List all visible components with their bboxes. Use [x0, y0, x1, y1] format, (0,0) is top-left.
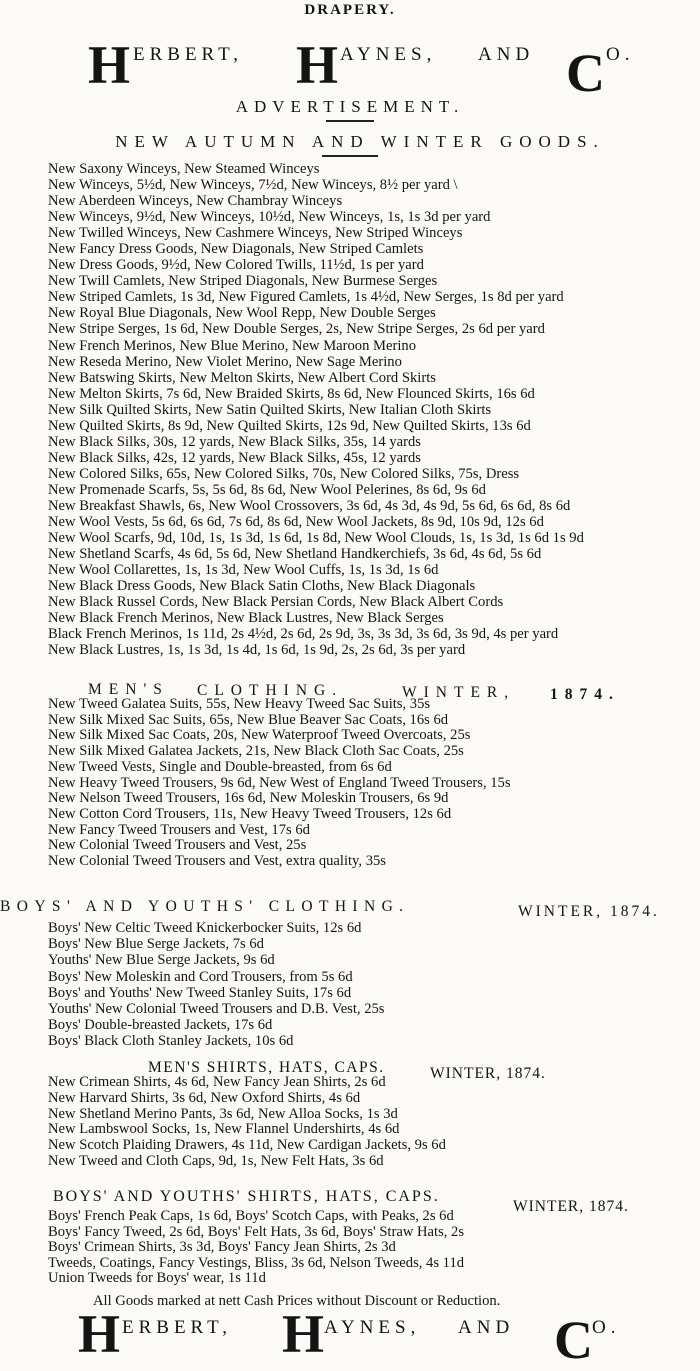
list-item: New Twill Camlets, New Striped Diagonals, New Burmese Serges	[48, 273, 438, 290]
list-item: Black French Merinos, 1s 11d, 2s 4½d, 2s 6d, 2s 9d, 3s, 3s 3d, 3s 6d, 3s 9d, 4s per yard	[48, 626, 559, 643]
list-item: New Colonial Tweed Trousers and Vest, extra quality, 35s	[48, 853, 386, 870]
list-item: Boys' French Peak Caps, 1s 6d, Boys' Scotch Caps, with Peaks, 2s 6d	[48, 1208, 454, 1224]
list-item: New Scotch Plaiding Drawers, 4s 11d, New Cardigan Jackets, 9s 6d	[48, 1137, 446, 1154]
firm-word-haynes: AYNES,	[340, 44, 437, 65]
list-item: New Tweed and Cloth Caps, 9d, 1s, New Felt Hats, 3s 6d	[48, 1152, 384, 1169]
list-item: New Batswing Skirts, New Melton Skirts, New Albert Cord Skirts	[48, 369, 436, 386]
list-item: New Colonial Tweed Trousers and Vest, 25s	[48, 837, 307, 854]
goods-list	[48, 161, 584, 658]
list-item: New Silk Mixed Sac Suits, 65s, New Blue Beaver Sac Coats, 16s 6d	[48, 711, 449, 728]
firm-word-and: AND	[478, 44, 535, 65]
advertisement-heading: ADVERTISEMENT.	[235, 97, 465, 116]
heading-rule	[326, 120, 374, 122]
list-item: New Tweed Galatea Suits, 55s, New Heavy Tweed Sac Suits, 35s	[48, 696, 431, 712]
list-item: New Wool Scarfs, 9d, 10d, 1s, 1s 3d, 1s 6d, 1s 8d, New Wool Clouds, 1s, 1s 3d, 1s 6d 1s 9d	[48, 530, 584, 547]
shirts-heading-a: MEN'S SHIRTS, HATS, CAPS.	[148, 1059, 385, 1076]
list-item: New Black Russel Cords, New Black Persian Cords, New Black Albert Cords	[48, 594, 504, 611]
list-item: New Silk Quilted Skirts, New Satin Quilted Skirts, New Italian Cloth Skirts	[48, 401, 492, 418]
list-item: New Winceys, 5½d, New Winceys, 7½d, New Winceys, 8½ per yard \	[48, 177, 458, 194]
list-item: Youths' New Blue Serge Jackets, 9s 6d	[48, 952, 275, 969]
list-item: New Aberdeen Winceys, New Chambray Winceys	[48, 193, 343, 210]
firm-initial-h: H	[88, 35, 131, 95]
list-item: New Harvard Shirts, 3s 6d, New Oxford Shirts, 4s 6d	[48, 1089, 361, 1106]
firm-initial-c: C	[566, 43, 605, 103]
firm-initial-h2: H	[296, 35, 339, 95]
list-item: New Black Dress Goods, New Black Satin Cloths, New Black Diagonals	[48, 578, 476, 595]
firm-word-herbert: ERBERT,	[122, 1317, 233, 1338]
firm-word-o: O.	[592, 1317, 621, 1338]
shirts-heading-b: WINTER, 1874.	[430, 1065, 546, 1082]
list-item: New Black Silks, 30s, 12 yards, New Black Silks, 35s, 14 yards	[48, 433, 421, 450]
list-item: New Silk Mixed Galatea Jackets, 21s, New Black Cloth Sac Coats, 25s	[48, 743, 464, 760]
firm-word-haynes: AYNES,	[324, 1317, 421, 1338]
list-item: Boys' Black Cloth Stanley Jackets, 10s 6d	[48, 1033, 294, 1050]
list-item: New French Merinos, New Blue Merino, New Maroon Merino	[48, 337, 417, 354]
list-item: New Stripe Serges, 1s 6d, New Double Serges, 2s, New Stripe Serges, 2s 6d per yard	[48, 321, 545, 338]
boys-shirts-heading-b: WINTER, 1874.	[513, 1198, 629, 1215]
list-item: New Cotton Cord Trousers, 11s, New Heavy Tweed Trousers, 12s 6d	[48, 805, 452, 822]
list-item: New Lambswool Socks, 1s, New Flannel Undershirts, 4s 6d	[48, 1121, 400, 1138]
firm-word-herbert: ERBERT,	[133, 44, 244, 65]
mens-heading-d: 1874.	[550, 686, 620, 703]
list-item: Boys' Double-breasted Jackets, 17s 6d	[48, 1017, 273, 1034]
goods-rule	[322, 155, 378, 157]
boys-heading-b: WINTER, 1874.	[518, 903, 660, 920]
list-item: New Dress Goods, 9½d, New Colored Twills, 11½d, 1s per yard	[48, 257, 424, 274]
mens-heading-c: WINTER,	[402, 684, 516, 701]
list-item: New Crimean Shirts, 4s 6d, New Fancy Jean Shirts, 2s 6d	[48, 1074, 386, 1090]
mens-shirts-list	[48, 1075, 446, 1170]
list-item: New Black Lustres, 1s, 1s 3d, 1s 4d, 1s 6d, 1s 9d, 2s, 2s 6d, 3s per yard	[48, 642, 466, 659]
list-item: Boys' Fancy Tweed, 2s 6d, Boys' Felt Hats, 3s 6d, Boys' Straw Hats, 2s	[48, 1223, 465, 1240]
list-item: New Wool Vests, 5s 6d, 6s 6d, 7s 6d, 8s 6d, New Wool Jackets, 8s 9d, 10s 9d, 12s 6d	[48, 514, 544, 531]
list-item: New Promenade Scarfs, 5s, 5s 6d, 8s 6d, New Wool Pelerines, 8s 6d, 9s 6d	[48, 481, 486, 498]
list-item: Boys' New Celtic Tweed Knickerbocker Suits, 12s 6d	[48, 920, 362, 936]
footnote: All Goods marked at nett Cash Prices without Discount or Reduction.	[93, 1293, 501, 1309]
boys-shirts-list	[48, 1209, 464, 1287]
boys-shirts-heading-a: BOYS' AND YOUTHS' SHIRTS, HATS, CAPS.	[53, 1188, 440, 1205]
goods-heading: NEW AUTUMN AND WINTER GOODS.	[115, 132, 605, 151]
list-item: New Silk Mixed Sac Coats, 20s, New Waterproof Tweed Overcoats, 25s	[48, 727, 471, 744]
list-item: New Nelson Tweed Trousers, 16s 6d, New Moleskin Trousers, 6s 9d	[48, 790, 449, 807]
firm-initial-h2: H	[282, 1304, 325, 1364]
firm-initial-c: C	[554, 1310, 593, 1370]
list-item: New Black Silks, 42s, 12 yards, New Black Silks, 45s, 12 yards	[48, 449, 421, 466]
list-item: New Melton Skirts, 7s 6d, New Braided Skirts, 8s 6d, New Flounced Skirts, 16s 6d	[48, 385, 535, 402]
list-item: New Reseda Merino, New Violet Merino, New Sage Merino	[48, 353, 402, 370]
list-item: New Heavy Tweed Trousers, 9s 6d, New West of England Tweed Trousers, 15s	[48, 774, 511, 791]
list-item: Boys' New Moleskin and Cord Trousers, from 5s 6d	[48, 968, 353, 985]
list-item: New Royal Blue Diagonals, New Wool Repp, New Double Serges	[48, 305, 436, 322]
list-item: Boys' Crimean Shirts, 3s 3d, Boys' Fancy Jean Shirts, 2s 3d	[48, 1239, 396, 1256]
list-item: Union Tweeds for Boys' wear, 1s 11d	[48, 1270, 266, 1287]
firm-name-top	[0, 35, 700, 103]
list-item: Youths' New Colonial Tweed Trousers and D.B. Vest, 25s	[48, 1001, 385, 1018]
list-item: New Saxony Winceys, New Steamed Winceys	[48, 161, 320, 177]
section-heading: DRAPERY.	[304, 2, 396, 18]
list-item: New Fancy Tweed Trousers and Vest, 17s 6d	[48, 821, 310, 838]
list-item: New Shetland Merino Pants, 3s 6d, New Alloa Socks, 1s 3d	[48, 1105, 398, 1122]
list-item: New Black French Merinos, New Black Lustres, New Black Serges	[48, 610, 444, 627]
list-item: New Winceys, 9½d, New Winceys, 10½d, New Winceys, 1s, 1s 3d per yard	[48, 209, 491, 226]
firm-name-bottom	[0, 1304, 700, 1370]
firm-word-and: AND	[458, 1317, 515, 1338]
list-item: Boys' and Youths' New Tweed Stanley Suits, 17s 6d	[48, 984, 352, 1001]
mens-heading-b: CLOTHING.	[197, 682, 344, 699]
boys-clothing-list	[48, 920, 384, 1050]
list-item: Boys' New Blue Serge Jackets, 7s 6d	[48, 936, 264, 953]
mens-clothing-list	[48, 697, 511, 870]
boys-heading-a: BOYS' AND YOUTHS' CLOTHING.	[0, 898, 410, 915]
list-item: New Striped Camlets, 1s 3d, New Figured Camlets, 1s 4½d, New Serges, 1s 8d per yard	[48, 289, 564, 306]
list-item: Tweeds, Coatings, Fancy Vestings, Bliss, 3s 6d, Nelson Tweeds, 4s 11d	[48, 1254, 465, 1271]
list-item: New Breakfast Shawls, 6s, New Wool Crossovers, 3s 6d, 4s 3d, 4s 9d, 5s 6d, 6s 6d, 8s 6d	[48, 497, 571, 514]
list-item: New Quilted Skirts, 8s 9d, New Quilted Skirts, 12s 9d, New Quilted Skirts, 13s 6d	[48, 417, 531, 434]
mens-heading-a: MEN'S	[88, 681, 169, 698]
firm-initial-h: H	[78, 1304, 121, 1364]
list-item: New Fancy Dress Goods, New Diagonals, New Striped Camlets	[48, 241, 424, 258]
list-item: New Shetland Scarfs, 4s 6d, 5s 6d, New Shetland Handkerchiefs, 3s 6d, 4s 6d, 5s 6d	[48, 546, 542, 563]
list-item: New Twilled Winceys, New Cashmere Winceys, New Striped Winceys	[48, 225, 463, 242]
list-item: New Wool Collarettes, 1s, 1s 3d, New Wool Cuffs, 1s, 1s 3d, 1s 6d	[48, 562, 439, 579]
firm-word-o: O.	[606, 44, 635, 65]
list-item: New Colored Silks, 65s, New Colored Silks, 70s, New Colored Silks, 75s, Dress	[48, 465, 520, 482]
list-item: New Tweed Vests, Single and Double-breasted, from 6s 6d	[48, 758, 392, 775]
